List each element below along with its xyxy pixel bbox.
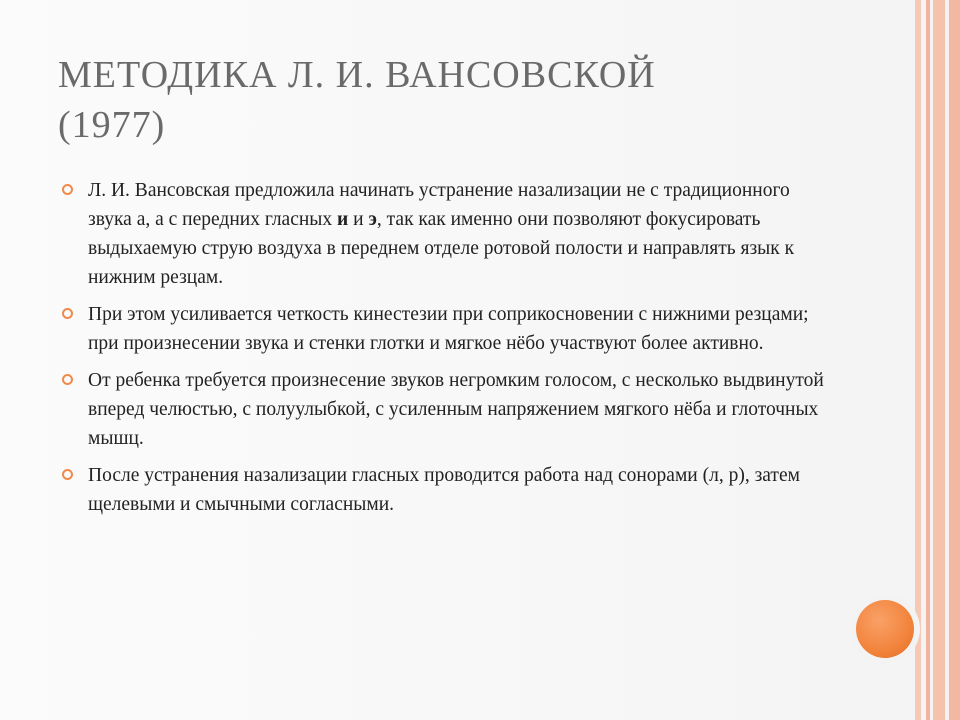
stripe [926,0,930,720]
bullet-circle-icon [62,184,73,195]
bullet-text-part: От ребенка требуется произнесение звуков негромким голосом, с несколько выдвинутой вперед челюстью, с полуулыбкой, с усиленным напряжением мягкого нёба и глоточных мышц. [88,370,824,449]
bullet-text-bold: и [337,209,349,230]
bullet-circle-icon [62,374,73,385]
bullet-item [62,176,832,292]
slide-title-line2: (1977) [58,104,166,146]
stripe [949,0,960,720]
slide-title-line1: МЕТОДИКА Л. И. ВАНСОВСКОЙ [58,54,656,96]
orange-circle-icon [856,600,914,658]
slide-title [58,50,858,150]
bullet-text-part: Л. И. Вансовская предложила начинать устранение назализации не с традиционного звука а, а с передних гласных [88,180,790,230]
bullet-text-part: и [348,209,369,230]
bullet-text-part: , так как именно они позволяют фокусировать выдыхаемую струю воздуха в переднем отделе ротовой полости и направлять язык к нижним резцам. [88,209,795,288]
bullet-item [62,461,832,519]
bullet-item [62,366,832,453]
bullet-text-bold: э [368,209,377,230]
bullet-circle-icon [62,308,73,319]
bullet-text-part: После устранения назализации гласных проводится работа над сонорами (л, р), затем щелевыми и смычными согласными. [88,465,800,515]
stripe [933,0,945,720]
bullet-text-part: При этом усиливается четкость кинестезии при соприкосновении с нижними резцами; при произнесении звука и стенки глотки и мягкое нёбо участвуют более активно. [88,304,809,354]
bullet-circle-icon [62,469,73,480]
bullet-item [62,300,832,358]
bullet-text [88,180,794,288]
decorative-stripes [910,0,960,720]
stripe [915,0,921,720]
bullet-text [88,304,809,354]
bullet-text [88,370,824,449]
bullet-list [62,176,832,527]
bullet-text [88,465,800,515]
